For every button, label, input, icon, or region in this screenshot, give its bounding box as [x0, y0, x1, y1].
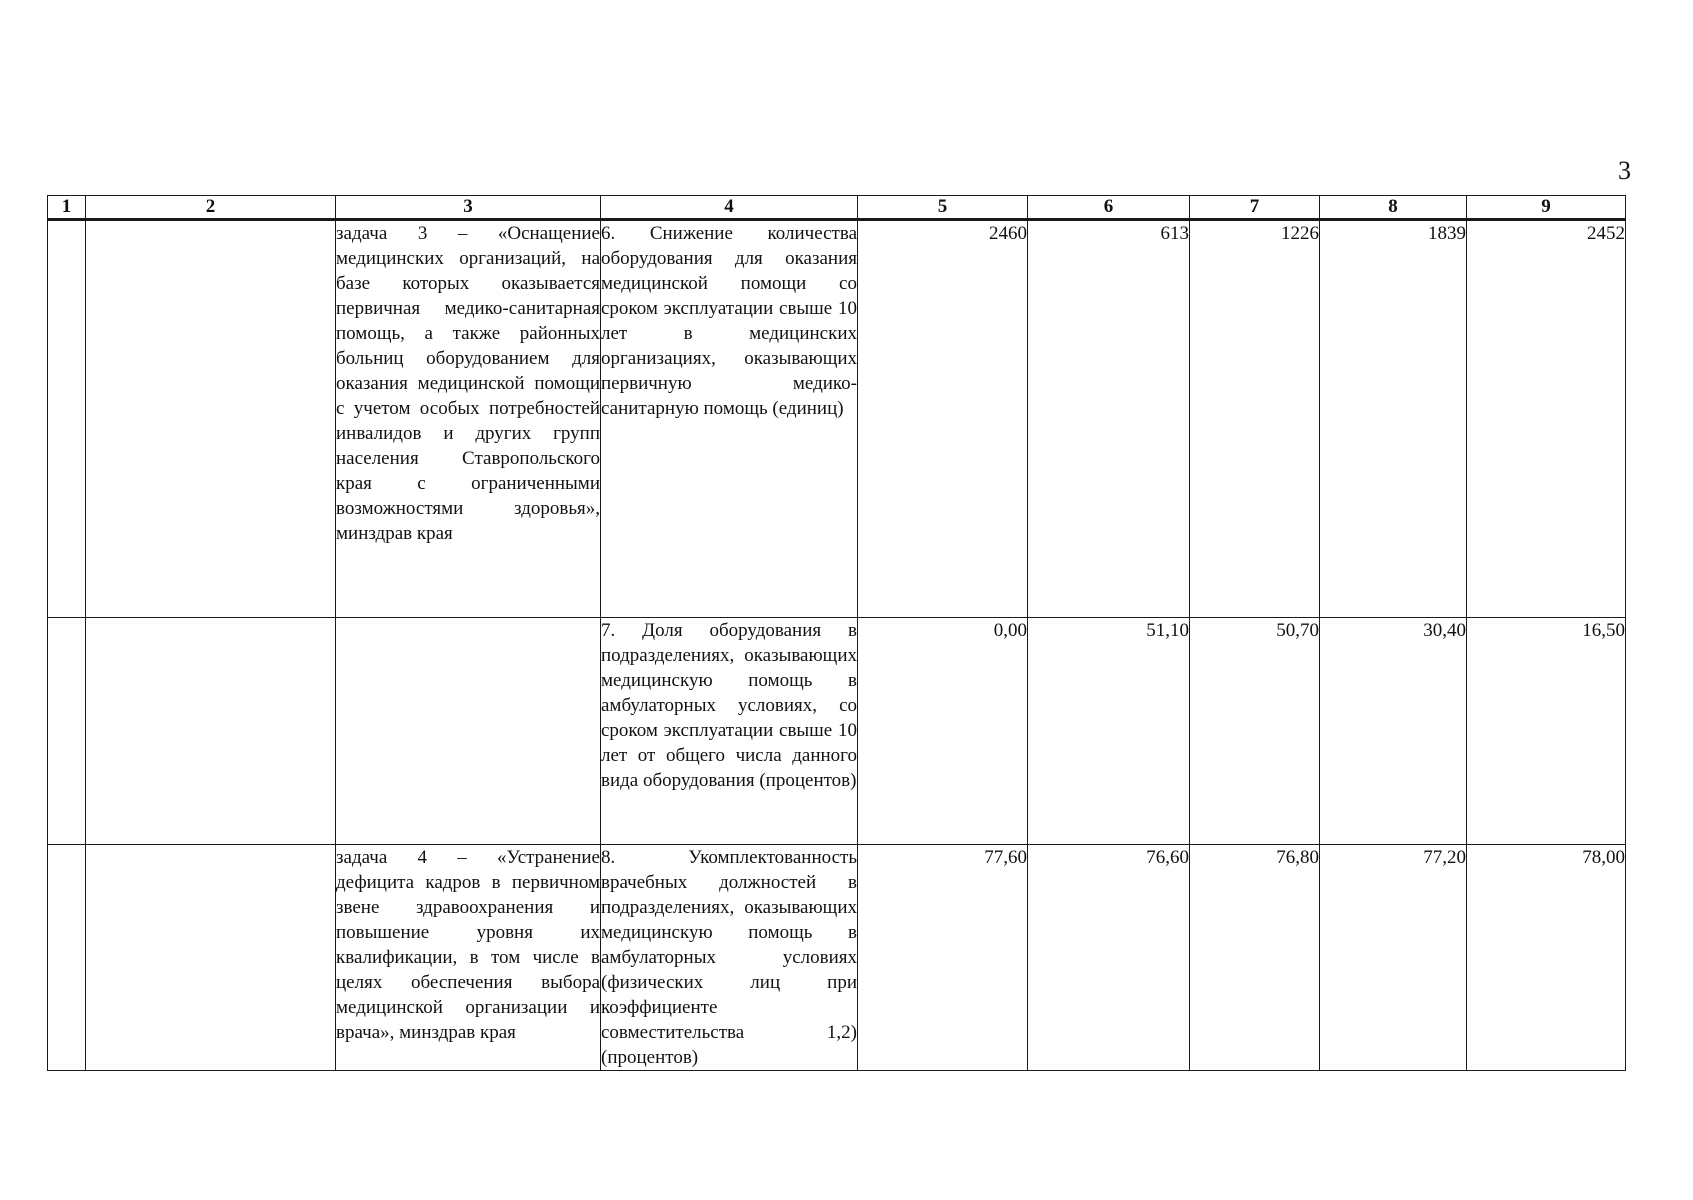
task-cell: задача 3 – «Оснащение медицинских организаций, на базе которых оказывается первичная медико-санитарная помощь, а также районных больниц оборудованием для оказания медицинской помощи с учетом особых потребностей инвалидов и других групп населения Ставропольского края с ограниченными возможностями здоровья», минздрав края: [336, 220, 601, 618]
value-cell-7: 76,80: [1190, 845, 1320, 1071]
value-cell-8: 77,20: [1320, 845, 1467, 1071]
header-cell: 7: [1190, 196, 1320, 220]
value-cell-9: 16,50: [1467, 618, 1626, 845]
value-cell-6: 76,60: [1028, 845, 1190, 1071]
header-cell: 1: [48, 196, 86, 220]
value-cell-9: 78,00: [1467, 845, 1626, 1071]
row-number-cell: [48, 220, 86, 618]
value-cell-7: 1226: [1190, 220, 1320, 618]
header-cell: 5: [858, 196, 1028, 220]
header-cell: 8: [1320, 196, 1467, 220]
indicator-cell: 7. Доля оборудования в подразделениях, оказывающих медицинскую помощь в амбулаторных условиях, со сроком эксплуатации свыше 10 лет от общего числа данного вида оборудования (процентов): [601, 618, 858, 845]
header-cell: 6: [1028, 196, 1190, 220]
indicator-cell: 6. Снижение количества оборудования для оказания медицинской помощи со сроком эксплуатации свыше 10 лет в медицинских организациях, оказывающих первичную медико-санитарную помощь (единиц): [601, 220, 858, 618]
indicators-table: [47, 195, 1626, 1071]
value-cell-5: 0,00: [858, 618, 1028, 845]
header-row: [48, 196, 1626, 220]
value-cell-6: 613: [1028, 220, 1190, 618]
program-cell: [86, 845, 336, 1071]
program-cell: [86, 618, 336, 845]
task-cell: [336, 618, 601, 845]
table-row: [48, 220, 1626, 618]
value-cell-8: 30,40: [1320, 618, 1467, 845]
value-cell-8: 1839: [1320, 220, 1467, 618]
header-cell: 9: [1467, 196, 1626, 220]
program-cell: [86, 220, 336, 618]
header-cell: 4: [601, 196, 858, 220]
row-number-cell: [48, 845, 86, 1071]
task-cell: задача 4 – «Устранение дефицита кадров в первичном звене здравоохранения и повышение уровня их квалификации, в том числе в целях обеспечения выбора медицинской организации и врача», минздрав края: [336, 845, 601, 1071]
value-cell-5: 2460: [858, 220, 1028, 618]
value-cell-6: 51,10: [1028, 618, 1190, 845]
value-cell-5: 77,60: [858, 845, 1028, 1071]
page-number: 3: [1618, 156, 1631, 185]
header-cell: 3: [336, 196, 601, 220]
row-number-cell: [48, 618, 86, 845]
header-cell: 2: [86, 196, 336, 220]
value-cell-9: 2452: [1467, 220, 1626, 618]
table-row: [48, 845, 1626, 1071]
value-cell-7: 50,70: [1190, 618, 1320, 845]
table-row: [48, 618, 1626, 845]
indicator-cell: 8. Укомплектованность врачебных должностей в подразделениях, оказывающих медицинскую помощь в амбулаторных условиях (физических лиц при коэффициенте совместительства 1,2) (процентов): [601, 845, 858, 1071]
